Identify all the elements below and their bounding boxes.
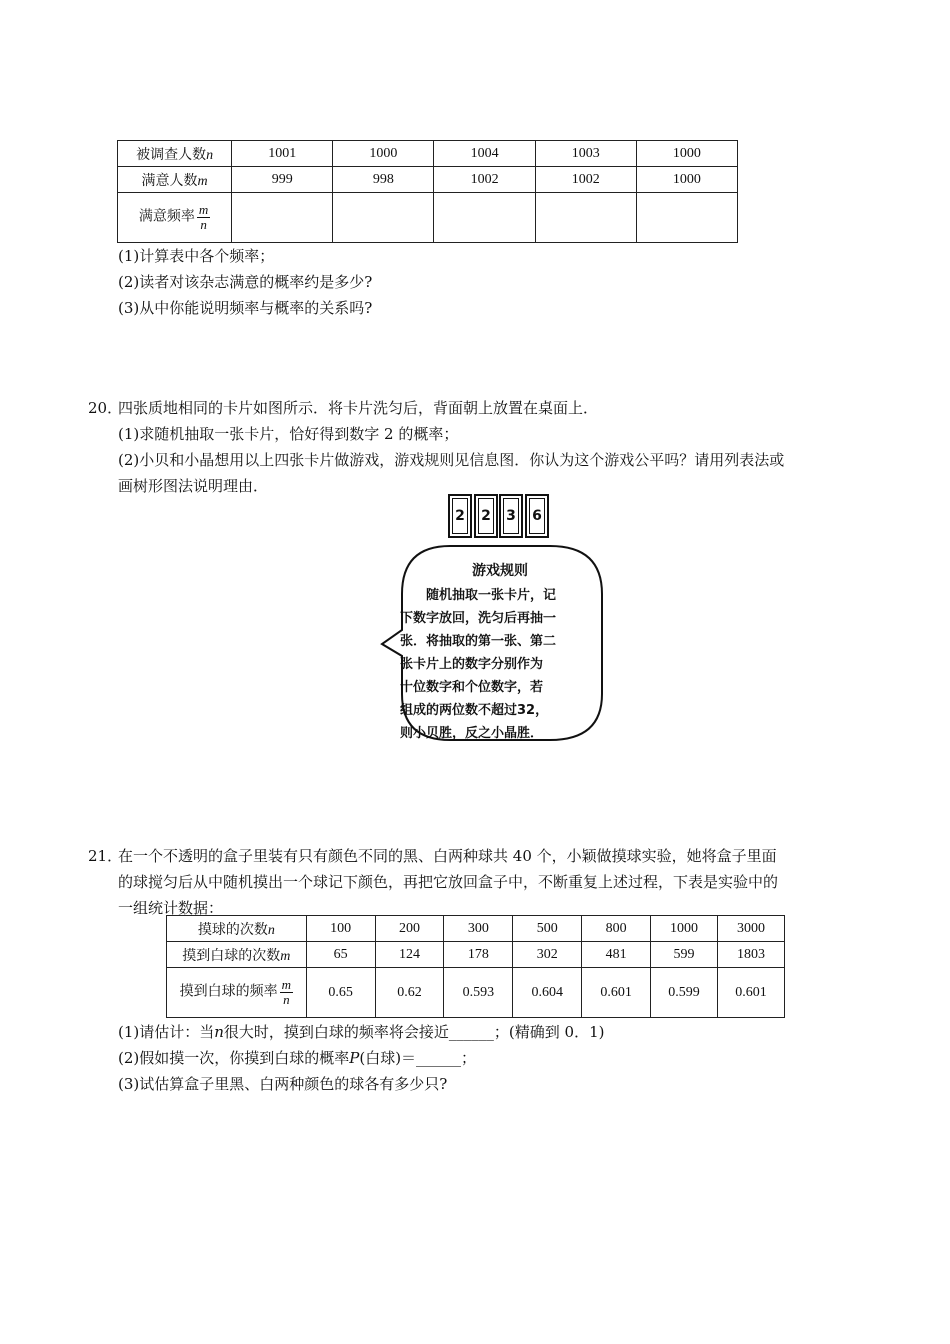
- q19-part1: (1)计算表中各个频率；: [118, 247, 275, 265]
- row-label: 被调查人数n: [118, 141, 232, 167]
- q20-part1: (1)求随机抽取一张卡片，恰好得到数字 2 的概率；: [118, 425, 459, 443]
- q21-stem-line1: 在一个不透明的盒子里装有只有颜色不同的黑、白两种球共 40 个，小颖做摸球实验，她将盒子里面: [118, 847, 777, 865]
- table-row: [118, 167, 738, 193]
- table-cell: 481: [582, 942, 651, 968]
- q21-number: 21．: [88, 847, 123, 865]
- q21-stem-line2: 的球搅匀后从中随机摸出一个球记下颜色，再把它放回盒子中，不断重复上述过程，下表是实验中的: [118, 873, 779, 891]
- table-cell: 0.65: [306, 968, 375, 1018]
- q21-part2: (2)假如摸一次，你摸到白球的概率P(白球)＝______；: [118, 1049, 477, 1067]
- fraction: $\frac{m}{n}$: [281, 977, 292, 1007]
- table-row: [167, 968, 785, 1018]
- table-cell: 1004: [434, 141, 535, 167]
- table-cell: 500: [513, 916, 582, 942]
- table-row: [167, 942, 785, 968]
- q19-part3: (3)从中你能说明频率与概率的关系吗?: [118, 299, 373, 317]
- table-cell: 100: [306, 916, 375, 942]
- table-cell: 300: [444, 916, 513, 942]
- table-row: [118, 193, 738, 243]
- table-cell: 178: [444, 942, 513, 968]
- table-cell[interactable]: [333, 193, 434, 243]
- row-label: 摸到白球的次数m: [167, 942, 307, 968]
- table-cell: 1002: [535, 167, 636, 193]
- q21-part3: (3)试估算盒子里黑、白两种颜色的球各有多少只?: [118, 1075, 448, 1093]
- number-card: 6: [525, 494, 549, 538]
- table-cell: 0.593: [444, 968, 513, 1018]
- table-cell: 800: [582, 916, 651, 942]
- number-card: 2: [474, 494, 498, 538]
- survey-table: [117, 140, 738, 243]
- table-cell: 999: [232, 167, 333, 193]
- table-cell[interactable]: [535, 193, 636, 243]
- q21-stem-line3: 一组统计数据：: [118, 899, 224, 917]
- table-cell: 1001: [232, 141, 333, 167]
- table-cell: 1000: [636, 141, 737, 167]
- table-cell: 3000: [718, 916, 785, 942]
- q20-number: 20．: [88, 399, 123, 417]
- table-row: [118, 141, 738, 167]
- table-cell: 0.62: [375, 968, 444, 1018]
- table-cell: 0.599: [651, 968, 718, 1018]
- number-card: 2: [448, 494, 472, 538]
- table-cell: 302: [513, 942, 582, 968]
- table-cell[interactable]: [232, 193, 333, 243]
- q20-part2-line1: (2)小贝和小晶想用以上四张卡片做游戏，游戏规则见信息图．你认为这个游戏公平吗？请用列表法或: [118, 451, 785, 469]
- table-cell: 0.604: [513, 968, 582, 1018]
- table-cell[interactable]: [434, 193, 535, 243]
- row-label: 摸球的次数n: [167, 916, 307, 942]
- q21-part1: (1)请估计：当n很大时，摸到白球的频率将会接近______；(精确到 0．1): [118, 1023, 605, 1041]
- rules-text: 随机抽取一张卡片，记 下数字放回，洗匀后再抽一 张．将抽取的第一张、第二 张卡片上的数字分别作为 十位数字和个位数字，若 组成的两位数不超过32， 则小贝胜，反之小晶胜．: [400, 588, 557, 741]
- table-cell: 599: [651, 942, 718, 968]
- table-cell: 998: [333, 167, 434, 193]
- table-cell: 65: [306, 942, 375, 968]
- table-cell: 0.601: [582, 968, 651, 1018]
- table-cell: 1002: [434, 167, 535, 193]
- rules-title: 游戏规则: [472, 563, 528, 579]
- table-row: [167, 916, 785, 942]
- row-label: 满意频率 $\frac{m}{n}$: [118, 193, 232, 243]
- table-cell: 124: [375, 942, 444, 968]
- table-cell: 200: [375, 916, 444, 942]
- table-cell[interactable]: [636, 193, 737, 243]
- row-label: 摸到白球的频率 $\frac{m}{n}$: [167, 968, 307, 1018]
- table-cell: 1000: [651, 916, 718, 942]
- q20-stem: 四张质地相同的卡片如图所示．将卡片洗匀后，背面朝上放置在桌面上．: [118, 399, 599, 417]
- table-cell: 1000: [333, 141, 434, 167]
- table-cell: 1003: [535, 141, 636, 167]
- q19-part2: (2)读者对该杂志满意的概率约是多少?: [118, 273, 373, 291]
- table-cell: 0.601: [718, 968, 785, 1018]
- row-label: 满意人数m: [118, 167, 232, 193]
- table-cell: 1000: [636, 167, 737, 193]
- number-card: 3: [499, 494, 523, 538]
- ball-experiment-table: [166, 915, 785, 1018]
- q20-part2-line2: 画树形图法说明理由．: [118, 477, 269, 495]
- table-cell: 1803: [718, 942, 785, 968]
- fraction: $\frac{m}{n}$: [198, 202, 209, 232]
